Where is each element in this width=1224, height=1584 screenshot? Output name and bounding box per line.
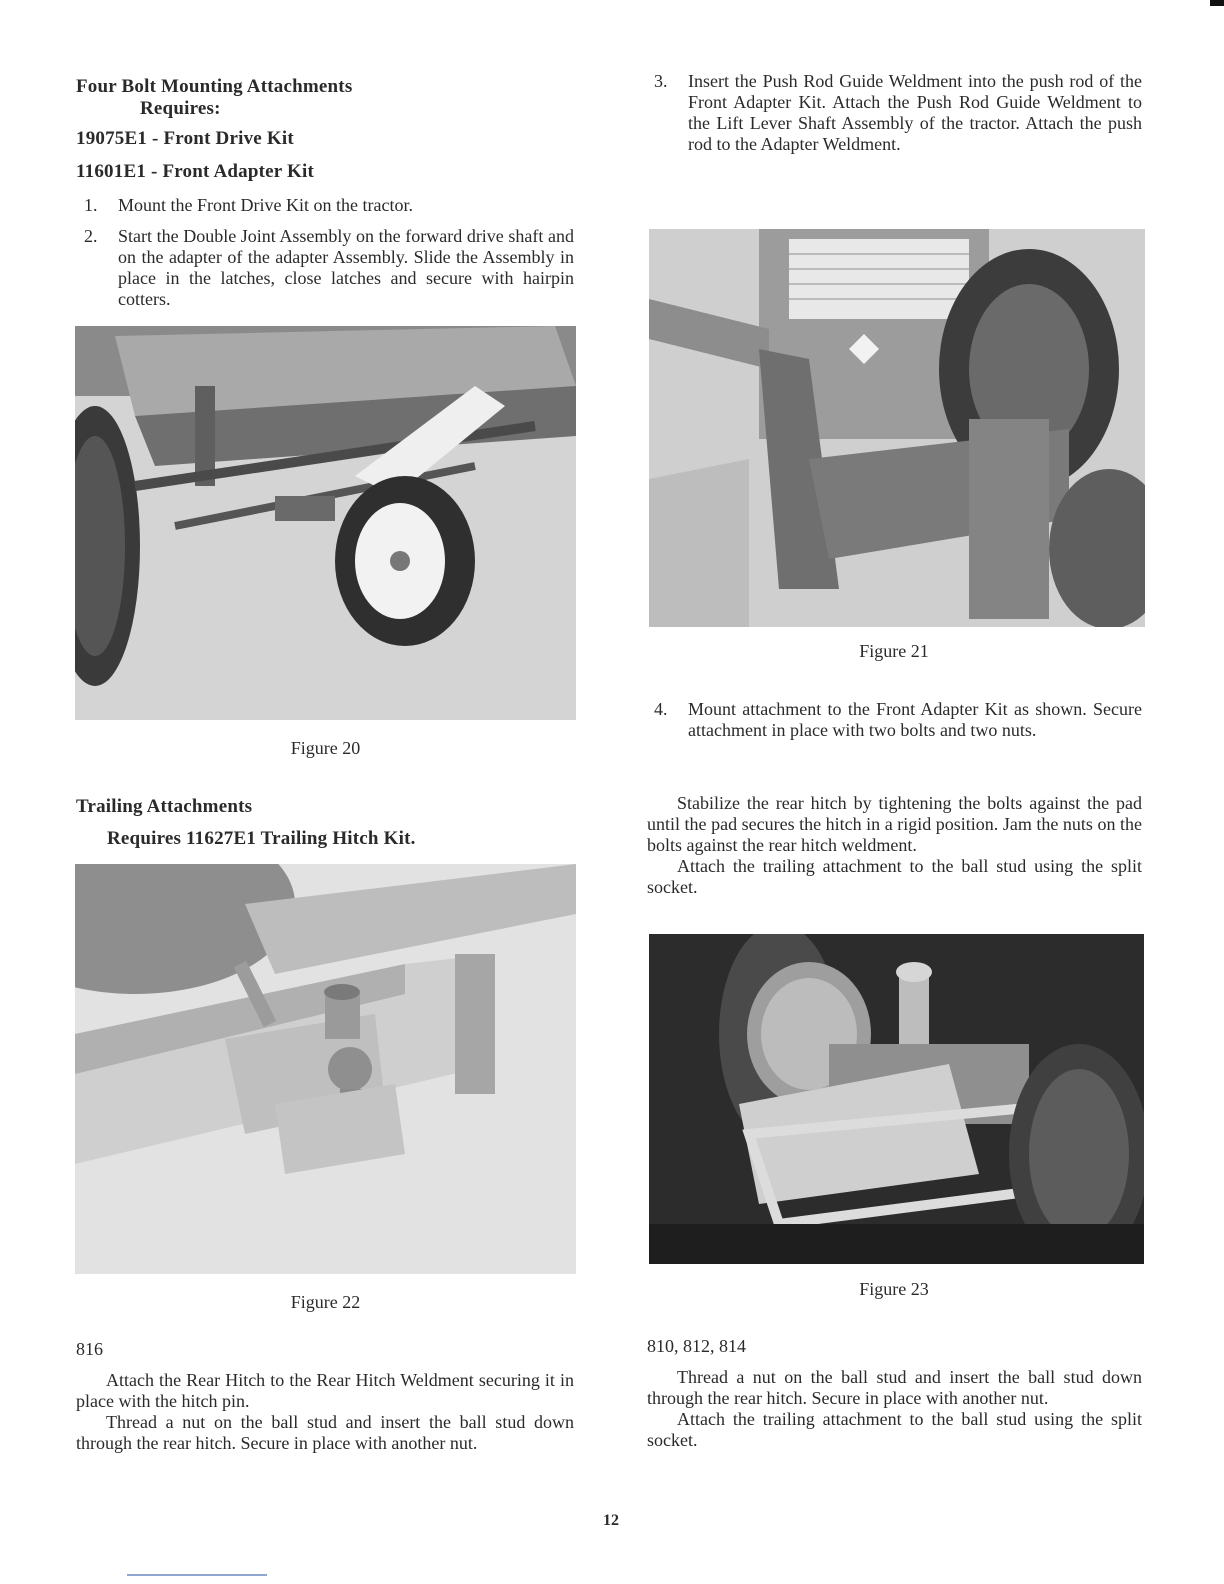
page-rule [127, 1574, 267, 1576]
figure-20-photo [75, 326, 576, 720]
page-edge-mark [1210, 0, 1224, 6]
step-3 [654, 71, 1142, 181]
figure-20-caption: Figure 20 [290, 738, 361, 758]
front-adapter-kit: 11601E1 - Front Adapter Kit [76, 161, 314, 182]
paragraph: Attach the trailing attachment to the ball stud using the split socket. [647, 856, 1142, 897]
step-1 [84, 195, 574, 217]
paragraph: Attach the trailing attachment to the ball stud using the split socket. [647, 1409, 1142, 1450]
left-bottom-text [76, 1370, 574, 1454]
step-number: 4. [654, 699, 668, 719]
paragraph: Thread a nut on the ball stud and insert the ball stud down through the rear hitch. Secure in place with another nut. [647, 1367, 1142, 1408]
step-number: 3. [654, 71, 668, 91]
step-text: Mount the Front Drive Kit on the tractor. [118, 195, 413, 215]
model-810-812-814: 810, 812, 814 [647, 1336, 746, 1356]
front-drive-kit: 19075E1 - Front Drive Kit [76, 128, 294, 149]
paragraph: Stabilize the rear hitch by tightening the bolts against the pad until the pad secures the hitch in a rigid position. Jam the nuts on the bolts against the rear hitch weldment. [647, 793, 1142, 855]
figure-21-photo [649, 229, 1145, 627]
trailing-heading: Trailing Attachments [76, 796, 253, 817]
step-text: Insert the Push Rod Guide Weldment into the push rod of the Front Adapter Kit. Attach the Push Rod Guide Weldment to the Lift Lever Shaft Assembly of the tractor. Attach the push rod to the Adapter Weldment. [688, 71, 1142, 154]
trailing-requires: Requires 11627E1 Trailing Hitch Kit. [107, 828, 416, 849]
step-2 [84, 226, 574, 314]
right-bottom-text [647, 1367, 1142, 1451]
step-number: 1. [84, 195, 98, 215]
page-number: 12 [603, 1512, 619, 1529]
paragraph: Attach the Rear Hitch to the Rear Hitch Weldment securing it in place with the hitch pin. [76, 1370, 574, 1411]
figure-22-caption: Figure 22 [290, 1292, 361, 1312]
model-816: 816 [76, 1339, 103, 1359]
figure-23-photo [649, 934, 1144, 1264]
step-4 [654, 699, 1142, 767]
four-bolt-heading: Four Bolt Mounting Attachments [76, 76, 353, 97]
requires-label: Requires: [140, 98, 221, 119]
figure-23-caption: Figure 23 [859, 1279, 929, 1299]
figure-22-photo [75, 864, 576, 1274]
stabilize-text [647, 793, 1142, 898]
paragraph: Thread a nut on the ball stud and insert the ball stud down through the rear hitch. Secure in place with another nut. [76, 1412, 574, 1453]
step-text: Start the Double Joint Assembly on the forward drive shaft and on the adapter of the adapter Assembly. Slide the Assembly in place in the latches, close latches and secure with hairpin cotters. [118, 226, 574, 309]
figure-21-caption: Figure 21 [859, 641, 929, 661]
step-number: 2. [84, 226, 98, 246]
step-text: Mount attachment to the Front Adapter Kit as shown. Secure attachment in place with two bolts and two nuts. [688, 699, 1142, 740]
